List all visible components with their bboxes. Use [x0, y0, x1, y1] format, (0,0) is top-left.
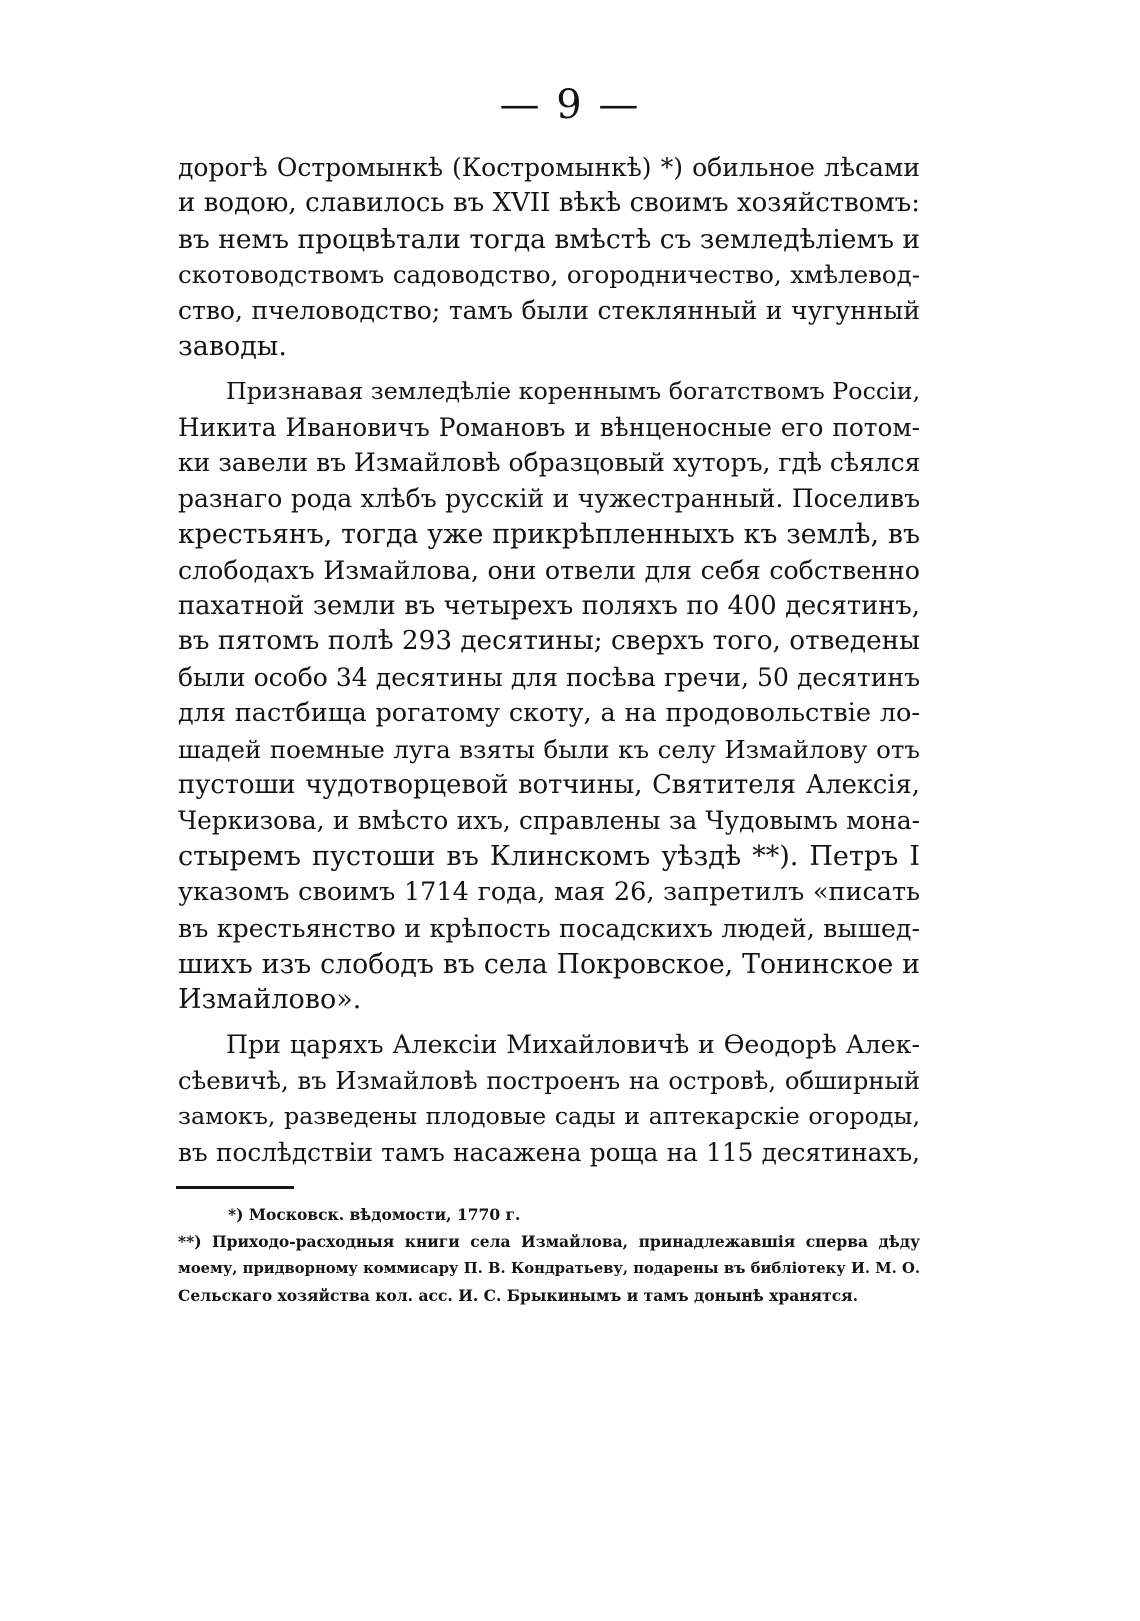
text-line: пустоши чудотворцевой вотчины, Святителя Алексія,: [178, 769, 920, 800]
text-line: заводы.: [178, 330, 287, 362]
text-line: въ послѣдствіи тамъ насажена роща на 115 десятинахъ,: [178, 1137, 920, 1167]
text-line: для пастбища рогатому скоту, а на продовольствіе ло-: [178, 697, 920, 728]
text-line: указомъ своимъ 1714 года, мая 26, запретилъ «писать: [178, 876, 920, 907]
text-line: скотоводствомъ садоводство, огородничество, хмѣлевод-: [178, 260, 920, 290]
text-line: слободахъ Измайлова, они отвели для себя собственно: [178, 555, 920, 585]
body-text: [178, 150, 920, 1170]
footnote-line: моему, придворному коммисару П. В. Кондратьеву, подарены въ библіотеку И. М. О.: [178, 1260, 920, 1277]
footnote-line: **) Приходо-расходныя книги села Измайлова, принадлежавшія сперва дѣду: [178, 1232, 920, 1251]
text-line: шихъ изъ слободъ въ села Покровское, Тонинское и: [178, 948, 920, 980]
text-line: въ крестьянство и крѣпость посадскихъ людей, вышед-: [178, 913, 920, 943]
text-line: Измайлово».: [178, 984, 362, 1016]
text-line: дорогѣ Остромынкѣ (Костромынкѣ) *) обильное лѣсами: [178, 153, 920, 182]
text-line: ки завели въ Измайловѣ образцовый хуторъ, гдѣ сѣялся: [178, 448, 921, 478]
text-line: разнаго рода хлѣбъ русскій и чужестранный. Поселивъ: [178, 484, 920, 514]
text-line: стыремъ пустоши въ Клинскомъ уѣздѣ **). Петръ I: [178, 841, 920, 873]
text-line: были особо 34 десятины для посѣва гречи, 50 десятинъ: [178, 663, 920, 693]
footnote-line: Сельскаго хозяйства кол. асс. И. С. Брыкинымъ и тамъ донынѣ хранятся.: [178, 1286, 858, 1305]
text-line: въ пятомъ полѣ 293 десятины; сверхъ того, отведены: [178, 626, 920, 657]
text-line: крестьянъ, тогда уже прикрѣпленныхъ къ землѣ, въ: [178, 518, 920, 550]
text-line: Признавая земледѣліе кореннымъ богатствомъ Россіи,: [226, 376, 921, 405]
page-number: — 9 —: [499, 82, 641, 128]
text-line: При царяхъ Алексіи Михайловичѣ и Ѳеодорѣ Алек-: [226, 1030, 920, 1060]
text-line: пахатной земли въ четырехъ поляхъ по 400 десятинъ,: [178, 590, 920, 621]
text-line: шадей поемные луга взяты были къ селу Измайлову отъ: [178, 734, 920, 764]
text-line: въ немъ процвѣтали тогда вмѣстѣ съ земледѣліемъ и: [178, 223, 921, 255]
text-line: сѣевичѣ, въ Измайловѣ построенъ на островѣ, обширный: [178, 1065, 920, 1095]
footnote-line: *) Московск. вѣдомости, 1770 г.: [228, 1205, 521, 1224]
paragraph-2: [178, 374, 920, 1018]
paragraph-3: [178, 1027, 920, 1170]
text-line: Черкизова, и вмѣсто ихъ, справлены за Чудовымъ мона-: [178, 806, 920, 836]
text-line: ство, пчеловодство; тамъ были стеклянный и чугунный: [178, 296, 920, 326]
footnote-rule: [176, 1186, 294, 1189]
footnotes: [178, 1201, 920, 1309]
text-line: Никита Ивановичъ Романовъ и вѣнценосные его потом-: [178, 412, 920, 442]
text-line: замокъ, разведены плодовые сады и аптекарскіе огороды,: [178, 1101, 920, 1130]
paragraph-1: [178, 150, 920, 365]
text-line: и водою, славилось въ XVII вѣкѣ своимъ хозяйствомъ:: [178, 187, 920, 218]
